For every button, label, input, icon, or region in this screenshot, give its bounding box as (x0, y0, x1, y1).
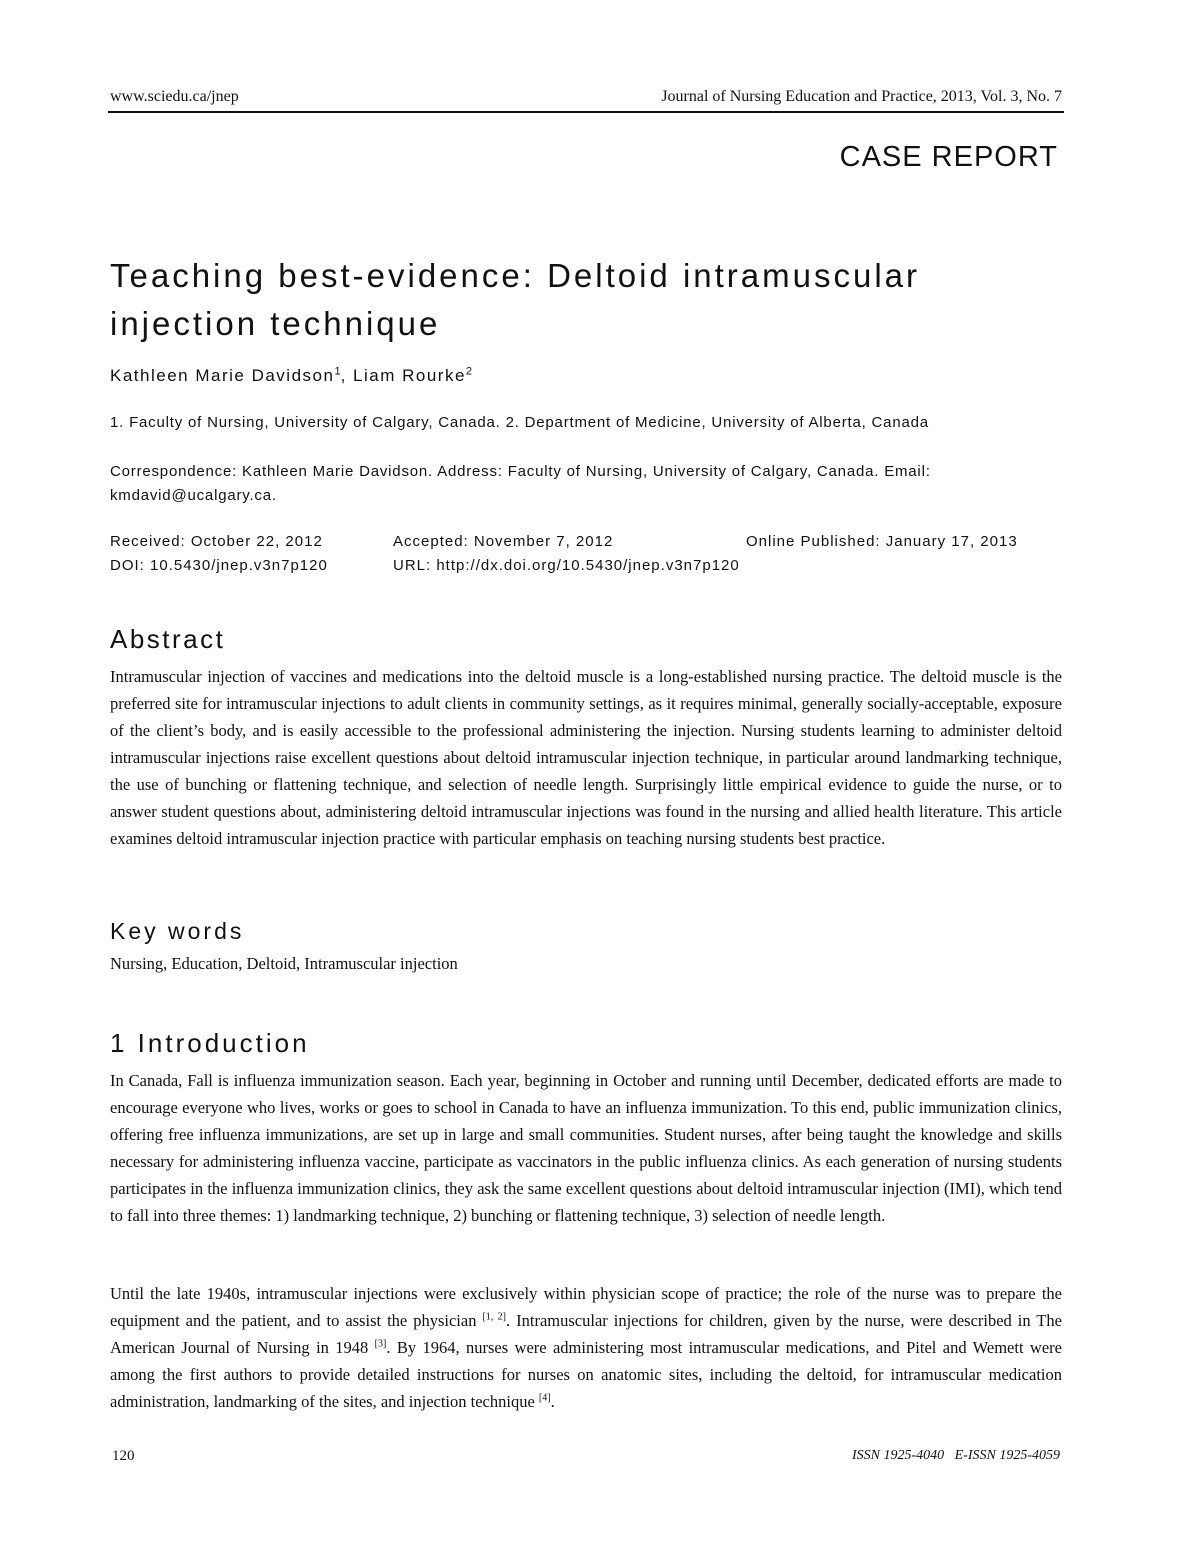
paragraph-text: . By 1964, nurses were administering most intramuscular medications, and Pitel and Wemett were among the first authors to provide detailed instructions for nurses on anatomic sites, including the deltoid, for intramuscular medication administration, landmarking of the sites, and injection technique (110, 1338, 1062, 1411)
author-list (110, 366, 472, 386)
correspondence (110, 460, 1060, 508)
introduction-paragraph-2 (110, 1280, 1062, 1415)
journal-citation: Journal of Nursing Education and Practice, 2013, Vol. 3, No. 7 (661, 88, 1062, 105)
abstract-text: Intramuscular injection of vaccines and medications into the deltoid muscle is a long-established nursing practice. The deltoid muscle is the preferred site for intramuscular injections to adult clients in community settings, as it requires minimal, generally socially-acceptable, exposure of the client’s body, and is easily accessible to the professional administering the injection. Nursing students learning to administer deltoid intramuscular injections raise excellent questions about deltoid intramuscular injection technique, in particular around landmarking technique, the use of bunching or flattening technique, and selection of needle length. Surprisingly little empirical evidence to guide the nurse, or to answer student questions about, administering deltoid intramuscular injections was found in the nursing and allied health literature. This article examines deltoid intramuscular injection practice with particular emphasis on teaching nursing students best practice. (110, 667, 1062, 848)
page-number: 120 (112, 1448, 135, 1464)
citation-reference[interactable]: [4] (538, 1392, 551, 1404)
author-name: Liam Rourke (353, 366, 466, 385)
article-title (110, 252, 1010, 348)
introduction-paragraph-1: In Canada, Fall is influenza immunization season. Each year, beginning in October and running until December, dedicated efforts are made to encourage everyone who lives, works or goes to school in Canada to have an influenza immunization. To this end, public immunization clinics, offering free influenza immunizations, are set up in large and small communities. Student nurses, after being taught the knowledge and skills necessary for administering influenza vaccine, participate as vaccinators in the public influenza clinics. As each generation of nursing students participates in the influenza immunization clinics, they ask the same excellent questions about deltoid intramuscular injection (IMI), which tend to fall into three themes: 1) landmarking technique, 2) bunching or flattening technique, 3) selection of needle length. (110, 1071, 1062, 1225)
journal-website-link[interactable]: www.sciedu.ca/jnep (110, 88, 239, 105)
introduction-heading: 1 Introduction (110, 1028, 310, 1058)
author-affiliation-mark: 1 (334, 365, 341, 378)
author-separator: , (340, 366, 354, 385)
citation-reference[interactable]: [1, 2] (482, 1311, 507, 1323)
keywords-heading: Key words (110, 918, 245, 944)
received-date: Received: October 22, 2012 (110, 533, 323, 550)
article-type: CASE REPORT (839, 141, 1058, 173)
article-dates-column-3 (746, 530, 1018, 554)
author-name: Kathleen Marie Davidson (110, 366, 335, 385)
keywords-text: Nursing, Education, Deltoid, Intramuscular injection (110, 954, 458, 973)
author-affiliation-mark: 2 (465, 365, 473, 378)
issn: ISSN 1925-4040 E-ISSN 1925-4059 (851, 1448, 1060, 1463)
correspondence-email[interactable]: kmdavid@ucalgary.ca. (110, 487, 277, 504)
doi-url-link[interactable]: URL: http://dx.doi.org/10.5430/jnep.v3n7p120 (393, 557, 740, 574)
paragraph-text: Until the late 1940s, intramuscular injections were exclusively within physician scope of practice; the role of the nurse was to prepare the equipment and the patient, and to assist the physician (110, 1284, 1062, 1330)
abstract-heading: Abstract (110, 624, 226, 654)
paragraph-text: . (550, 1392, 555, 1411)
article-dates-column-1 (110, 530, 328, 578)
article-title-line-1: Teaching best-evidence: Deltoid intramuscular (110, 257, 921, 294)
affiliations: 1. Faculty of Nursing, University of Calgary, Canada. 2. Department of Medicine, University of Alberta, Canada (110, 414, 929, 431)
header-divider (108, 111, 1064, 113)
article-title-line-2: injection technique (110, 305, 441, 342)
citation-reference[interactable]: [3] (374, 1338, 387, 1350)
paragraph-text: . Intramuscular injections for children, given by the nurse, were described in The American Journal of Nursing in 1948 (110, 1311, 1062, 1357)
published-date: Online Published: January 17, 2013 (746, 533, 1018, 550)
doi: DOI: 10.5430/jnep.v3n7p120 (110, 557, 328, 574)
correspondence-line-1: Correspondence: Kathleen Marie Davidson. Address: Faculty of Nursing, University of Calgary, Canada. Email: (110, 463, 931, 480)
accepted-date: Accepted: November 7, 2012 (393, 533, 614, 550)
article-dates-column-2 (393, 530, 740, 578)
